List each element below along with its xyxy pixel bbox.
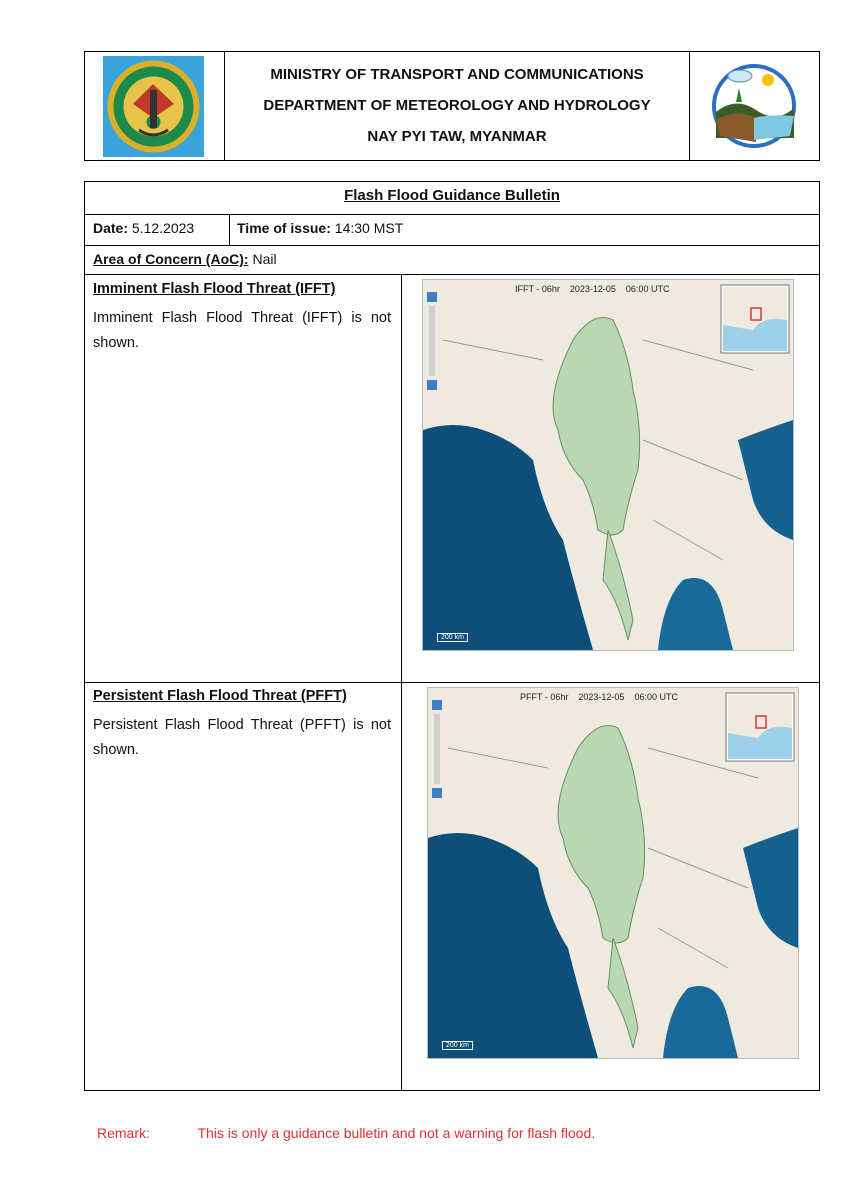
ministry-heading (225, 52, 689, 160)
row-divider (85, 274, 819, 275)
ifft-map-product: IFFT - 06hr (515, 284, 560, 294)
heading-line-3: NAY PYI TAW, MYANMAR (367, 128, 547, 145)
remark (97, 1125, 595, 1141)
ifft-map-caption (515, 284, 669, 294)
row-divider (85, 245, 819, 246)
remark-text: This is only a guidance bulletin and not a warning for flash flood. (197, 1125, 596, 1141)
ifft-scale-bar: 200 km (437, 633, 468, 642)
date-field (93, 220, 194, 236)
row-divider (85, 214, 819, 215)
pfft-heading: Persistent Flash Flood Threat (PFFT) (93, 688, 347, 704)
letterhead (84, 51, 820, 161)
pfft-map-time: 06:00 UTC (634, 692, 678, 702)
bulletin-title: Flash Flood Guidance Bulletin (344, 187, 560, 204)
aoc-label: Area of Concern (AoC): (93, 251, 249, 267)
logo-cell-right (689, 52, 819, 160)
time-value: 14:30 MST (334, 220, 404, 236)
pfft-text: Persistent Flash Flood Threat (PFFT) is not shown. (93, 717, 391, 758)
hydrology-cycle-logo-icon (706, 58, 802, 154)
pfft-map-graphic (428, 688, 798, 1058)
pfft-map-caption (520, 692, 678, 702)
date-value: 5.12.2023 (131, 220, 195, 236)
time-field (237, 220, 403, 236)
ifft-map (422, 279, 794, 651)
cell-divider (229, 214, 230, 245)
ifft-heading: Imminent Flash Flood Threat (IFFT) (93, 281, 336, 297)
date-label: Date: (93, 220, 129, 236)
remark-label: Remark: (97, 1125, 150, 1141)
ifft-text: Imminent Flash Flood Threat (IFFT) is not shown. (93, 310, 391, 351)
ifft-map-time: 06:00 UTC (625, 284, 670, 294)
time-label: Time of issue: (237, 220, 331, 236)
aoc-value: Nail (252, 251, 277, 267)
ifft-map-graphic (423, 280, 793, 650)
row-divider (85, 682, 819, 683)
ministry-logo-icon (103, 56, 204, 157)
heading-line-1: MINISTRY OF TRANSPORT AND COMMUNICATIONS (270, 66, 644, 83)
logo-cell-left (85, 52, 225, 160)
ifft-map-date: 2023-12-05 (569, 284, 616, 294)
pfft-scale-bar: 200 km (442, 1041, 473, 1050)
heading-line-2: DEPARTMENT OF METEOROLOGY AND HYDROLOGY (263, 97, 651, 114)
pfft-map (427, 687, 799, 1059)
area-of-concern (93, 251, 277, 267)
pfft-map-product: PFFT - 06hr (520, 692, 569, 702)
bulletin-table (84, 181, 820, 1091)
pfft-map-date: 2023-12-05 (578, 692, 625, 702)
